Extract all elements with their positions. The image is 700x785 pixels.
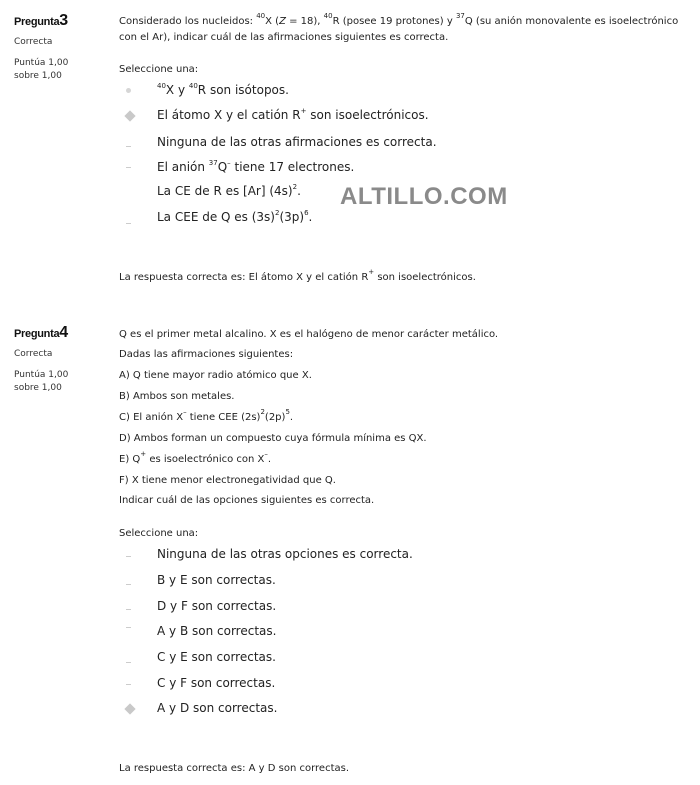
q3-option-3[interactable]: Ninguna de las otras afirmaciones es correcta. (157, 135, 437, 149)
question-4-score: Puntúa 1,00 sobre 1,00 (14, 370, 69, 393)
radio-q4-opt6[interactable] (126, 684, 131, 685)
question-label: Pregunta (14, 328, 60, 340)
question-3-score: Puntúa 1,00 sobre 1,00 (14, 58, 69, 81)
question-label: Pregunta (14, 16, 60, 28)
question-number: 4 (59, 324, 68, 341)
radio-q4-opt3[interactable] (126, 609, 131, 610)
radio-q4-opt4[interactable] (126, 627, 131, 628)
q4-text-line8: F) X tiene menor electronegatividad que Q. (119, 475, 336, 486)
question-4-title (14, 324, 104, 342)
question-3-text-line1: Considerado los nucleidos: $^{40}$X (Z = 18), $^{40}$R (posee 19 protones) y $^{37}$Q (su anión monovalente es isoelectrónico (119, 12, 679, 27)
q3-option-5[interactable]: La CE de R es [Ar] $(4s)^2$. (157, 183, 301, 198)
radio-q3-opt2-selected[interactable] (124, 110, 135, 121)
q4-option-5[interactable]: C y E son correctas. (157, 650, 276, 664)
question-3-status: Correcta (14, 37, 53, 47)
q3-option-4[interactable]: El anión $^{37}$Q– tiene 17 electrones. (157, 159, 355, 174)
question-4-status: Correcta (14, 349, 53, 359)
q4-option-4[interactable]: A y B son correctas. (157, 624, 277, 638)
question-4-info (14, 324, 104, 395)
radio-q4-opt7-selected[interactable] (124, 703, 135, 714)
radio-q4-opt1[interactable] (126, 556, 131, 557)
q4-option-7[interactable]: A y D son correctas. (157, 701, 278, 715)
q4-option-3[interactable]: D y F son correctas. (157, 599, 277, 613)
q4-correct-answer: La respuesta correcta es: A y D son correctas. (119, 763, 350, 774)
question-3-select-label: Seleccione una: (119, 64, 199, 75)
q4-text-line2: Dadas las afirmaciones siguientes: (119, 349, 294, 360)
q4-text-line7: E) Q+ es isoelectrónico con X–. (119, 450, 272, 465)
q3-option-1[interactable]: $^{40}$X y $^{40}$R son isótopos. (157, 82, 289, 97)
question-3-info (14, 12, 104, 83)
q4-text-line1: Q es el primer metal alcalino. X es el halógeno de menor carácter metálico. (119, 329, 499, 340)
radio-q4-opt2[interactable] (126, 584, 131, 585)
radio-q3-opt6[interactable] (126, 223, 131, 224)
q4-text-line3: A) Q tiene mayor radio atómico que X. (119, 370, 312, 381)
watermark: ALTILLO.COM (340, 183, 508, 210)
radio-q3-opt3[interactable] (126, 146, 131, 147)
q3-option-2[interactable]: El átomo X y el catión R+ son isoelectrónicos. (157, 107, 429, 122)
radio-q3-opt1[interactable] (126, 88, 131, 93)
q4-option-6[interactable]: C y F son correctas. (157, 676, 276, 690)
radio-q3-opt4[interactable] (126, 167, 131, 168)
q4-option-2[interactable]: B y E son correctas. (157, 573, 276, 587)
q4-option-1[interactable]: Ninguna de las otras opciones es correcta. (157, 547, 413, 561)
q3-option-6[interactable]: La CEE de Q es $(3s)^2(3p)^6$. (157, 209, 313, 224)
q4-text-line9: Indicar cuál de las opciones siguientes es correcta. (119, 495, 375, 506)
question-3-title (14, 12, 104, 30)
question-3-text-line2: con el Ar), indicar cuál de las afirmaciones siguientes es correcta. (119, 32, 449, 43)
question-number: 3 (59, 12, 68, 29)
q4-text-line5: C) El anión X– tiene CEE $(2s)^2(2p)^5$. (119, 408, 294, 423)
q3-correct-answer: La respuesta correcta es: El átomo X y el catión R+ son isoelectrónicos. (119, 268, 476, 283)
q4-text-line4: B) Ambos son metales. (119, 391, 235, 402)
radio-q4-opt5[interactable] (126, 662, 131, 663)
q4-select-label: Seleccione una: (119, 528, 199, 539)
q4-text-line6: D) Ambos forman un compuesto cuya fórmula mínima es QX. (119, 433, 427, 444)
